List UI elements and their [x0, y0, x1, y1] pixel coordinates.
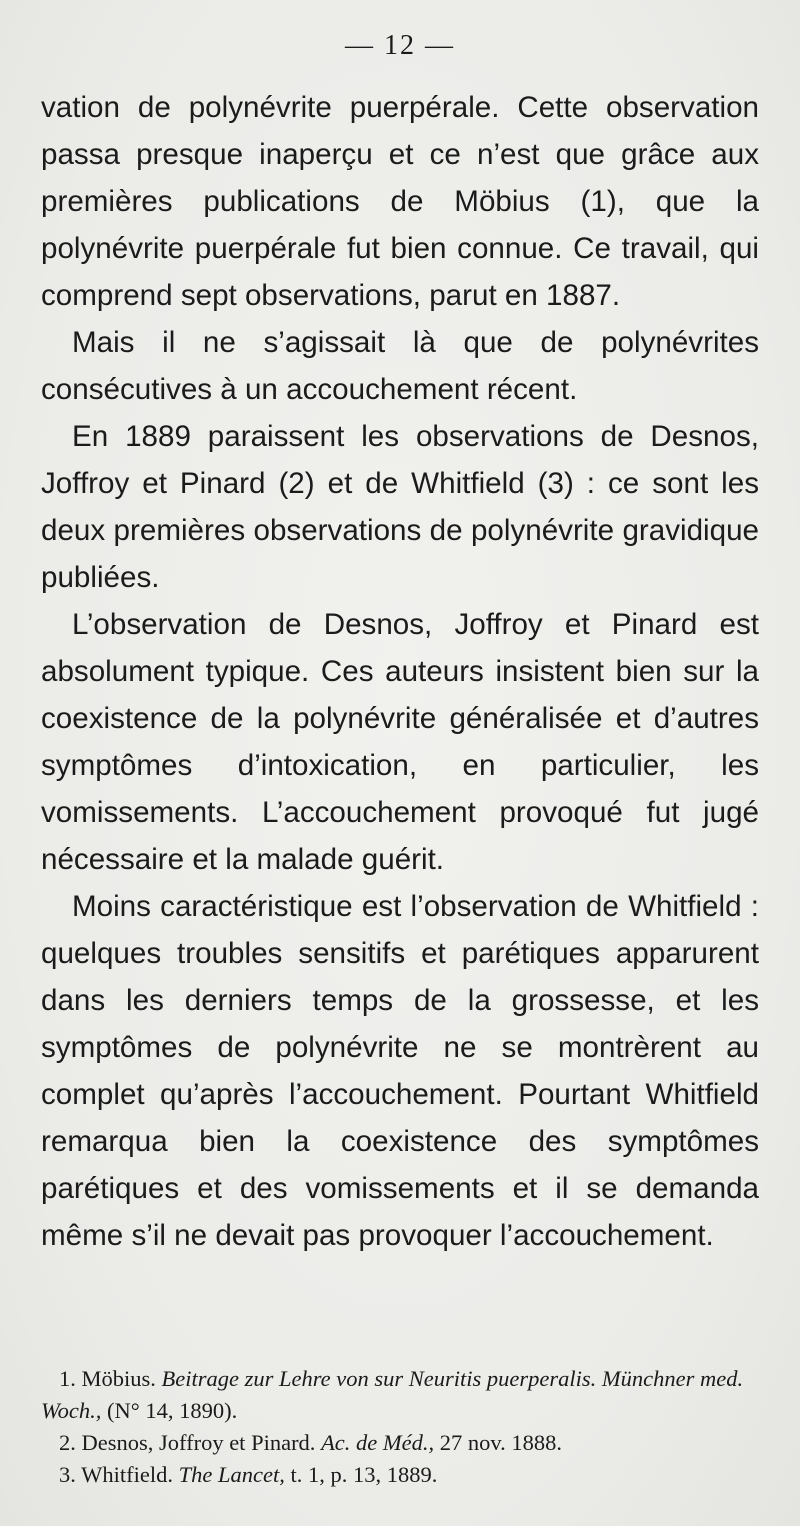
footnote-number: 2.	[59, 1430, 76, 1455]
footnotes	[41, 1363, 759, 1491]
footnote	[41, 1363, 759, 1427]
body-text	[41, 84, 759, 1259]
footnote-number: 1.	[59, 1366, 76, 1391]
footnote-details: t. 1, p. 13, 1889.	[290, 1462, 438, 1487]
paragraph: Moins caractéristique est l’observation de Whitfield : quelques troubles sensitifs et parétiques apparurent dans les derniers temps de la grossesse, et les symptômes de polynévrite ne se montrèrent au complet qu’après l’accouchement. Pourtant Whitfield remarqua bien la coexistence des symptômes parétiques et des vomissements et il se demanda même s’il ne devait pas provoquer l’accouchement.	[41, 890, 759, 1252]
footnote-details: (N° 14, 1890).	[107, 1398, 238, 1423]
footnote-details: 27 nov. 1888.	[439, 1430, 563, 1455]
page-number: — 12 —	[345, 30, 455, 61]
footnote-author: Desnos, Joffroy et Pinard.	[81, 1430, 316, 1455]
footnote-title: The Lancet,	[178, 1462, 285, 1487]
footnote-author: Möbius.	[81, 1366, 156, 1391]
paragraph: En 1889 paraissent les observations de Desnos, Joffroy et Pinard (2) et de Whitfield (3) : ce sont les deux premières observations de polynévrite gravidique publiées.	[41, 420, 759, 594]
footnote-number: 3.	[59, 1462, 76, 1487]
footnote-author: Whitfield.	[81, 1462, 173, 1487]
footnote-title: Beitrage zur Lehre von sur Neuritis puerperalis. Münchner med. Woch.,	[41, 1366, 744, 1423]
paragraph-continuation: vation de polynévrite puerpérale. Cette observation passa presque inaperçu et ce n’est que grâce aux premières publications de Möbius (1), que la polynévrite puerpérale fut bien connue. Ce travail, qui comprend sept observations, parut en 1887.	[41, 91, 759, 312]
footnote	[41, 1427, 759, 1459]
footnote-title: Ac. de Méd.,	[321, 1430, 435, 1455]
paragraph: Mais il ne s’agissait là que de polynévrites consécutives à un accouchement récent.	[41, 326, 759, 406]
footnote	[41, 1459, 759, 1491]
paragraph: L’observation de Desnos, Joffroy et Pinard est absolument typique. Ces auteurs insistent bien sur la coexistence de la polynévrite généralisée et d’autres symptômes d’intoxication, en particulier, les vomissements. L’accouchement provoqué fut jugé nécessaire et la malade guérit.	[41, 608, 759, 876]
